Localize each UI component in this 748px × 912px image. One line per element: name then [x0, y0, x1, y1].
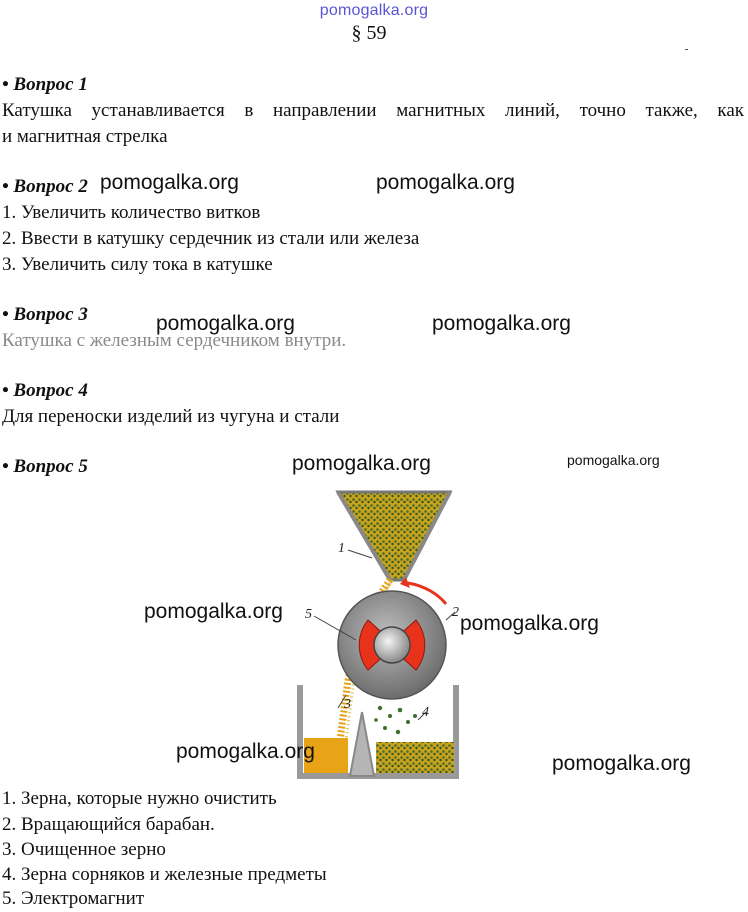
watermark: pomogalka.org — [292, 452, 431, 475]
grain-separator-illustration — [280, 480, 470, 780]
question-1-title: • Вопрос 1 — [2, 74, 88, 95]
question-5-title: • Вопрос 5 — [2, 456, 88, 477]
label-1: 1 — [338, 541, 345, 556]
question-2-answer-line-1: 1. Увеличить количество витков — [2, 202, 261, 223]
question-5-answer-line-4: 4. Зерна сорняков и железные предметы — [2, 864, 327, 885]
watermark: pomogalka.org — [156, 312, 295, 335]
weed-seeds — [374, 706, 417, 734]
question-3-answer-line-1: Катушка с железным сердечником внутри. — [2, 330, 347, 351]
watermark: pomogalka.org — [376, 171, 515, 194]
question-5-answer-line-3: 3. Очищенное зерно — [2, 839, 166, 860]
hopper-shape — [338, 492, 450, 580]
watermark: pomogalka.org — [100, 171, 239, 194]
watermark: pomogalka.org — [144, 600, 283, 623]
grain-separator-figure — [280, 480, 470, 780]
question-1-answer-line-2: и магнитная стрелка — [2, 126, 168, 147]
collection-bins — [300, 685, 456, 776]
label-2: 2 — [452, 605, 459, 620]
question-4-answer-line-1: Для переноски изделий из чугуна и стали — [2, 406, 340, 427]
question-5-answer-line-1: 1. Зерна, которые нужно очистить — [2, 788, 277, 809]
section-number: § 59 — [351, 22, 387, 44]
question-3-title: • Вопрос 3 — [2, 304, 88, 325]
question-4-title: • Вопрос 4 — [2, 380, 88, 401]
label-5: 5 — [305, 607, 312, 622]
question-5-answer-line-2: 2. Вращающийся барабан. — [2, 814, 215, 835]
question-1-answer-line-1: Катушка устанавливается в направлении магнитных линий, точно также, как — [2, 100, 744, 121]
drum-shape — [338, 591, 446, 699]
watermark: pomogalka.org — [176, 740, 315, 763]
question-2-answer-line-2: 2. Ввести в катушку сердечник из стали или железа — [2, 228, 420, 249]
divider-mark — [685, 49, 688, 50]
watermark: pomogalka.org — [552, 752, 691, 775]
question-2-title: • Вопрос 2 — [2, 176, 88, 197]
watermark: pomogalka.org — [432, 312, 571, 335]
watermark: pomogalka.org — [460, 612, 599, 635]
site-header-link[interactable]: pomogalka.org — [319, 2, 429, 19]
watermark: pomogalka.org — [567, 452, 660, 468]
label-4: 4 — [422, 705, 429, 720]
label-3: 3 — [344, 697, 351, 712]
question-5-answer-line-5: 5. Электромагнит — [2, 888, 145, 909]
question-2-answer-line-3: 3. Увеличить силу тока в катушке — [2, 254, 273, 275]
